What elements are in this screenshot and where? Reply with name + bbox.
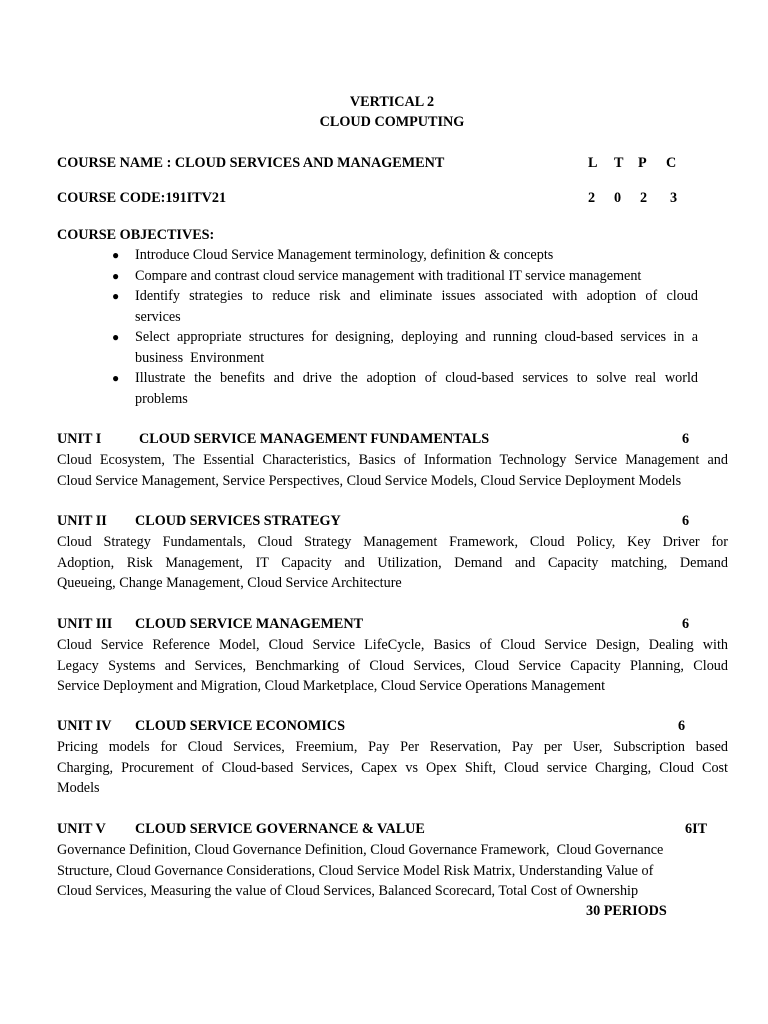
ltpc-label-p: P xyxy=(638,155,647,171)
objective-text: Compare and contrast cloud service management with traditional IT service management xyxy=(135,267,642,284)
ltpc-value-l: 2 xyxy=(588,190,596,206)
bullet-icon: ● xyxy=(112,289,120,303)
objective-text: Introduce Cloud Service Management terminology, definition & concepts xyxy=(135,247,554,263)
list-item xyxy=(108,245,698,266)
objective-text: Select appropriate structures for designing, deploying and running cloud-based services in a xyxy=(135,329,698,345)
bullet-icon: ● xyxy=(112,330,120,344)
objective-text-cont: problems xyxy=(135,390,188,407)
unit-hours: 6 xyxy=(682,513,690,529)
unit-heading xyxy=(57,716,728,736)
unit-code: UNIT IV xyxy=(57,718,112,734)
objective-text: Illustrate the benefits and drive the adoption of cloud-based services to solve real world xyxy=(135,370,698,386)
objective-text: Identify strategies to reduce risk and eliminate issues associated with adoption of cloud xyxy=(135,288,698,304)
unit-heading xyxy=(57,614,728,634)
unit-heading xyxy=(57,511,728,531)
unit-content xyxy=(57,532,728,594)
unit-code: UNIT II xyxy=(57,513,107,529)
unit-content-line: Cloud Strategy Fundamentals, Cloud Strategy Management Framework, Cloud Policy, Key Driver for xyxy=(57,534,728,550)
unit-content-line: Adoption, Risk Management, IT Capacity and Utilization, Demand and Capacity matching, Demand xyxy=(57,554,728,571)
unit-title: CLOUD SERVICE GOVERNANCE & VALUE xyxy=(135,821,425,837)
unit-content xyxy=(57,450,728,491)
unit-content-line: Cloud Ecosystem, The Essential Characteristics, Basics of Information Technology Service Management and xyxy=(57,452,728,468)
objective-text-cont: business Environment xyxy=(135,349,265,366)
total-periods: 30 PERIODS xyxy=(586,903,667,919)
unit-content-line: Cloud Services, Measuring the value of Cloud Services, Balanced Scorecard, Total Cost of Ownership xyxy=(57,883,639,900)
unit-content xyxy=(57,635,728,697)
list-item xyxy=(108,327,698,368)
unit-heading xyxy=(57,819,728,839)
unit-content-line: Pricing models for Cloud Services, Freemium, Pay Per Reservation, Pay per User, Subscription based xyxy=(57,739,728,755)
unit-title: CLOUD SERVICES STRATEGY xyxy=(135,513,341,529)
list-item xyxy=(108,368,698,409)
unit-content-line: Service Deployment and Migration, Cloud Marketplace, Cloud Service Operations Management xyxy=(57,678,606,695)
unit-title: CLOUD SERVICE MANAGEMENT FUNDAMENTALS xyxy=(139,431,490,447)
unit-hours: 6 xyxy=(682,616,690,632)
objective-text-cont: services xyxy=(135,308,181,325)
list-item xyxy=(108,266,698,287)
ltpc-label-l: L xyxy=(588,155,598,171)
bullet-icon: ● xyxy=(112,371,120,385)
ltpc-label-t: T xyxy=(614,155,624,171)
ltpc-labels xyxy=(588,153,688,173)
unit-code: UNIT V xyxy=(57,821,106,837)
bullet-icon: ● xyxy=(112,268,120,283)
list-item xyxy=(108,286,698,327)
unit-code: UNIT III xyxy=(57,616,113,632)
ltpc-label-c: C xyxy=(666,155,677,171)
unit-heading xyxy=(57,429,728,449)
unit-content-line: Legacy Systems and Services, Benchmarking of Cloud Services, Cloud Service Capacity Planning, Cloud xyxy=(57,657,728,674)
unit-content-line: Queueing, Change Management, Cloud Service Architecture xyxy=(57,575,402,592)
unit-content-line: Charging, Procurement of Cloud-based Services, Capex vs Opex Shift, Cloud service Charging, Cloud Cost xyxy=(57,759,728,776)
unit-content-line: Cloud Service Reference Model, Cloud Service LifeCycle, Basics of Cloud Service Design, Dealing with xyxy=(57,637,728,653)
bullet-icon: ● xyxy=(112,248,120,262)
vertical-heading: VERTICAL 2 xyxy=(349,94,435,110)
unit-code: UNIT I xyxy=(57,431,102,447)
course-name: COURSE NAME : CLOUD SERVICES AND MANAGEMENT xyxy=(57,155,445,171)
ltpc-values xyxy=(588,188,688,208)
unit-hours: 6 xyxy=(678,718,686,734)
unit-content xyxy=(57,737,728,799)
ltpc-value-c: 3 xyxy=(670,190,678,206)
unit-content xyxy=(57,840,728,902)
objectives-heading: COURSE OBJECTIVES: xyxy=(57,227,215,243)
unit-content-line: Models xyxy=(57,780,100,797)
ltpc-value-p: 2 xyxy=(640,190,648,206)
page-title: CLOUD COMPUTING xyxy=(319,114,465,130)
ltpc-value-t: 0 xyxy=(614,190,622,206)
unit-content-line: Structure, Cloud Governance Considerations, Cloud Service Model Risk Matrix, Understanding Value of xyxy=(57,862,654,879)
unit-title: CLOUD SERVICE ECONOMICS xyxy=(135,718,345,734)
course-code: COURSE CODE:191ITV21 xyxy=(57,190,227,206)
unit-hours: 6IT xyxy=(685,821,708,837)
unit-hours: 6 xyxy=(682,431,690,447)
unit-content-line: Governance Definition, Cloud Governance Definition, Cloud Governance Framework, Cloud Governance xyxy=(57,842,664,858)
unit-content-line: Cloud Service Management, Service Perspectives, Cloud Service Models, Cloud Service Deployment Models xyxy=(57,472,682,489)
unit-title: CLOUD SERVICE MANAGEMENT xyxy=(135,616,364,632)
objectives-list xyxy=(108,245,698,409)
